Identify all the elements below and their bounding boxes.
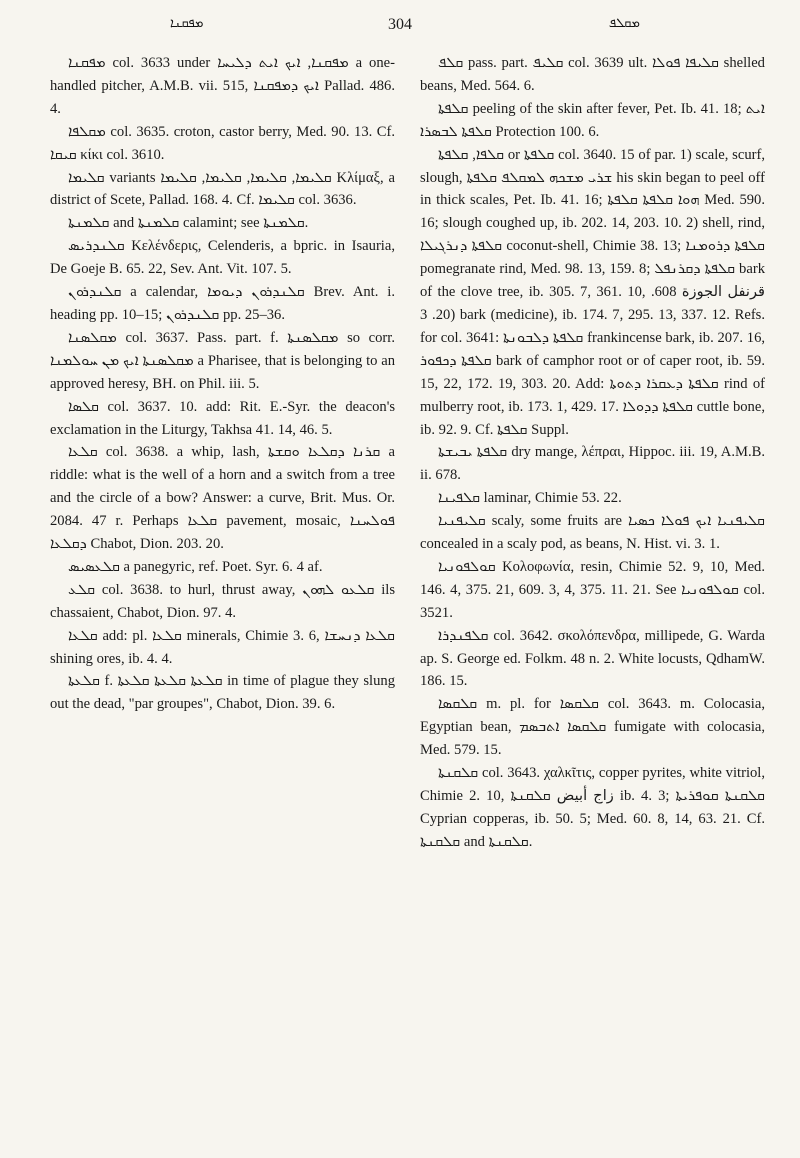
entry-left-9: ܩܠܥܣܝܣ a panegyric, ref. Poet. Syr. 6. 4 af. [68, 558, 323, 575]
page-header [40, 14, 760, 42]
header-left-word: ܡܦܩܢܐ [170, 16, 204, 31]
entry-left-5: ܩܠܢܕܪܘܢ a calendar, ܩܠܢܕܪܘܢ ܕܝܘܡܐ Brev. Ant. i. heading pp. 10–15; ܩܠܢܕܪܘܢ pp. 25–36. [50, 284, 396, 323]
entry-right-4: ܩܠܦܝܢܐ laminar, Chimie 53. 22. [438, 490, 622, 507]
entry-left-4: ܩܠܢܕܪܝܣ Κελένδερις, Celenderis, a bpric. in Isauria, De Goeje B. 65. 22, Sev. Ant. Vit. 107. 5. [50, 238, 395, 278]
entry-right-3: ܩܠܦܬܐ ܝܒܝܫܬܐ dry mange, λέπραι, Hippoc. iii. 19, A.M.B. ii. 678. [420, 444, 765, 484]
entry-left-2: ܩܠܝܡܐ variants ܩܠܝܡܐ, ܩܠܝܡܐ, ܩܠܝܡܐ, ܩܠܝܡܐ Κλίμαξ, a district of Scete, Pallad. 168. 4. Cf. ܩܠܝܡܐ col. 3636. [50, 169, 395, 209]
page-number: 304 [388, 16, 412, 33]
entry-left-11: ܩܠܥܐ add: pl. ܩܠܥܐ minerals, Chimie 3. 6, ܩܠܥܐ ܕܢܚܫܐ shining ores, ib. 4. 4. [50, 627, 395, 667]
entry-right-7: ܩܠܦܢܕܪܐ col. 3642. σκολόπενδρα, millipede, G. Warda ap. S. George ed. Folkm. 48 n. 2. White locusts, QdhamW. 186. 15. [420, 627, 765, 690]
right-column [420, 52, 765, 854]
entry-left-6: ܡܩܠܣܢܐ col. 3637. Pass. part. f. ܡܩܠܣܢܬܐ so corr. ܡܩܠܣܢܬܐ ܐܝܟ ܡܢ ܚܘܠܡܢܐ a Pharisee, that is belonging to an approved heresy, BH. on Phil. iii. 5. [50, 329, 396, 392]
entry-right-0: ܩܠܦ pass. part. ܩܠܝܦ col. 3639 ult. ܩܠܝܦܐ ܦܘܠܐ shelled beans, Med. 564. 6. [420, 55, 765, 94]
entry-right-1: ܩܠܦܬܐ peeling of the skin after fever, Pet. Ib. 41. 18; ܐܝܬ ܩܠܦܬܐ ܠܒܣܪܐ Protection 100. 6. [420, 100, 765, 140]
entry-right-9: ܩܠܩܢܬܐ col. 3643. χαλκῖτις, copper pyrites, white vitriol, Chimie 2. 10, زاج أبيض ܩܠܩܢܬܐ ib. 4. 3; ܩܠܩܢܬܐ ܩܘܦܪܝܬܐ Cyprian copperas, ib. 50. 5; Med. 60. 8, 14, 63. 21. Cf. ܩܠܩܢܬܐ and ܩܠܩܢܬܐ. [420, 765, 766, 850]
entry-left-8: ܩܠܥܐ col. 3638. a whip, lash, ܩܪܢܐ ܕܩܠܥܐ ܘܩܫܬܐ a riddle: what is the well of a horn and a switch from a tree and the circle of a bow? Answer: a curve, Brit. Mus. Or. 2084. 47 r. Perhaps ܩܠܥܐ pavement, mosaic, ܦܘܠܚܢܐ ܕܩܠܥܐ Chabot, Dion. 203. 20. [50, 444, 395, 553]
entry-left-12: ܩܠܥܬܐ f. ܩܠܥܬܐ ܩܠܥܬܐ ܩܠܥܬܐ in time of plague they slung out the dead, "par groupes", Chabot, Dion. 39. 6. [50, 673, 395, 713]
entry-left-3: ܩܠܡܢܬܐ and ܩܠܡܢܬܐ calamint; see ܩܠܡܢܬܐ. [68, 215, 309, 232]
entry-left-0: ܡܦܩܢܐ col. 3633 under ܡܦܩܢܐ, ܐܝܟ ܐܝܬ ܕܠܝܚܐ a one-handled pitcher, A.M.B. vii. 515, ܐܝܟ ܕܡܦܩܢܐ Pallad. 486. 4. [50, 55, 395, 117]
entry-right-5: ܩܠܝܦܢܝܐ scaly, some fruits are ܩܠܝܦܢܝܐ ܐܝܟ ܦܘܠܐ ܟܣܝܐ concealed in a scaly pod, as beans, N. Hist. vi. 3. 1. [420, 513, 765, 553]
left-column [50, 52, 395, 716]
entry-left-1: ܡܩܠܦܐ col. 3635. croton, castor berry, Med. 90. 13. Cf. ܩܝܩܐ κίκι col. 3610. [50, 123, 395, 163]
entry-left-7: ܩܠܣܐ col. 3637. 10. add: Rit. E.-Syr. the deacon's exclamation in the Liturgy, Takhsa 41. 14, 46. 5. [50, 398, 395, 438]
header-right-word: ܡܩܠܦ [608, 16, 640, 31]
entry-right-6: ܩܘܠܦܘܢܝܐ Κολοφωνία, resin, Chimie 52. 9, 10, Med. 146. 4, 375. 21, 609. 3, 4, 375. 11. 21. See ܩܘܠܦܘܢܝܐ col. 3521. [420, 558, 765, 621]
entry-right-2: ܩܠܦܐ, ܩܠܦܬܐ or ܩܠܦܬܐ col. 3640. 15 of par. 1) scale, scurf, slough, ܫܪܝ ܡܫܟܗ ܠܡܩܠܦ ܩܠܦܬܐ his skin began to peel off in thick scales, Pet. Ib. 41. 16; ܗܘܐ ܩܠܦܬܐ ܩܠܦܬܐ Med. 590. 16; slough coughed up, ib. 202. 14, 203. 10. 2) shell, rind, ܩܠܦܬܐ ܕܢܪܓܝܠܐ coconut-shell, Chimie 38. 13; ܩܠܦܬܐ ܕܪܘܡܢܐ pomegranate rind, Med. 98. 13, 159. 8; ܩܠܦܬܐ ܕܩܪܢܦܠ bark of the clove tree, ib. 305. 7, 361. 10, قرنفل الجوزة 608. 20. 3) bark (medicine), ib. 174. 7, 295. 13, 337. 12. Refs. for col. 3641: ܩܠܦܬܐ ܕܠܒܘܢܬܐ frankincense bark, ib. 207. 16, ܩܠܦܬܐ ܕܟܦܘܪ bark of camphor root or of caper root, ib. 59. 15, 22, 172. 19, 303. 20. Add: ܩܠܦܬܐ ܕܥܩܪܐ ܕܬܘܬܐ rind of mulberry root, ib. 173. 1, 429. 17. ܩܠܦܬܐ ܕܕܘܠܐ cuttle bone, ib. 92. 9. Cf. ܩܠܦܬܐ Suppl. [420, 146, 766, 438]
entry-right-8: ܩܠܩܣܐ m. pl. for ܩܠܩܣܐ col. 3643. m. Colocasia, Egyptian bean, ܩܠܩܣܐ ܐܬܒܣܡ fumigate with colocasia, Med. 579. 15. [420, 696, 766, 759]
entry-left-10: ܩܠܥ col. 3638. to hurl, thrust away, ܩܠܥܘ ܠܗܘܢ ils chassaient, Chabot, Dion. 97. 4. [50, 581, 396, 621]
